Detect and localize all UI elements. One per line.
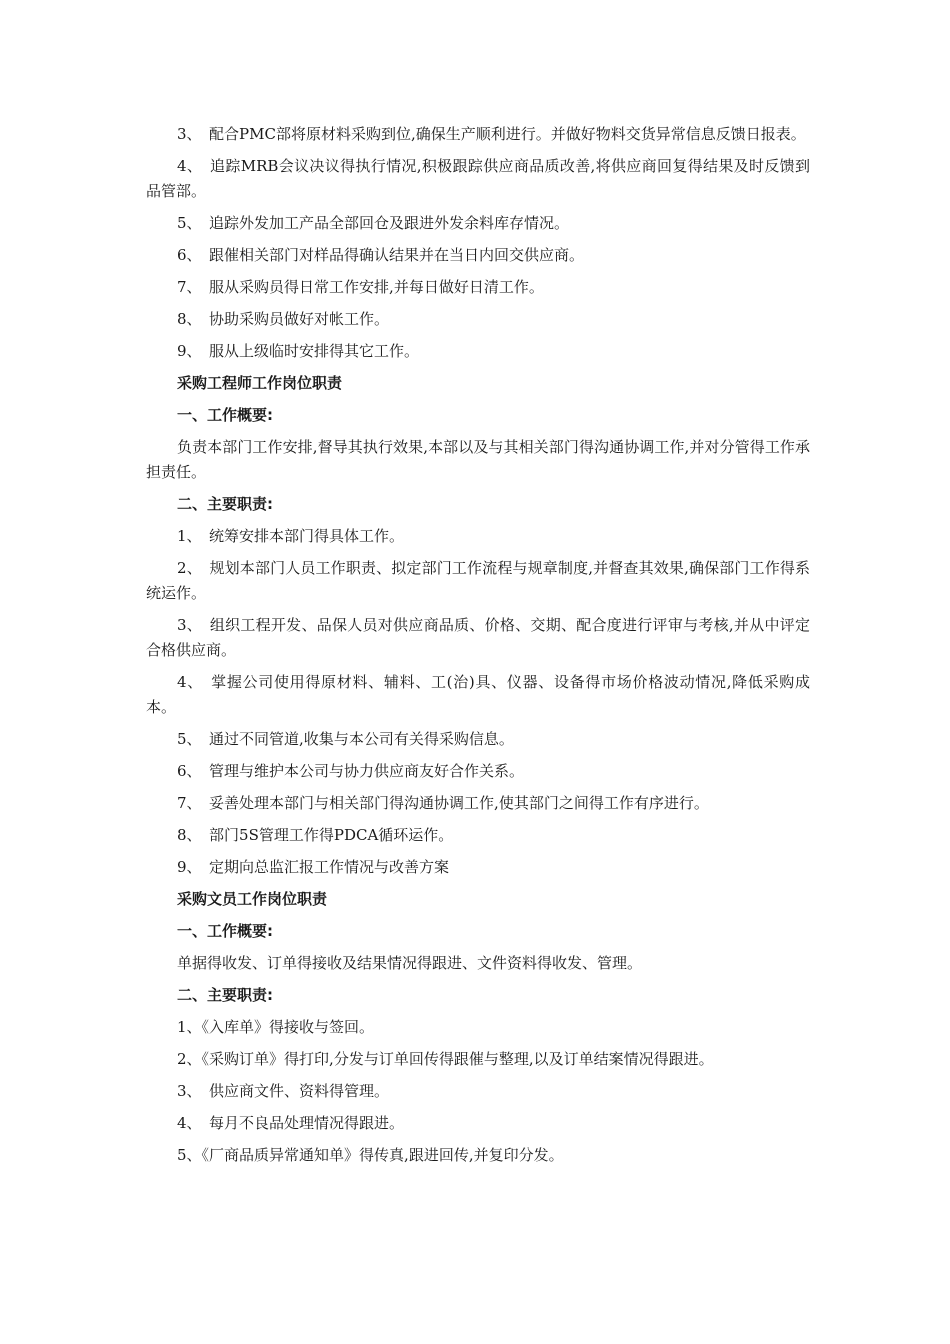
list-item: 9、 定期向总监汇报工作情况与改善方案 (177, 858, 450, 876)
list-item: 4、 掌握公司使用得原材料、辅料、工(治)具、仪器、设备得市场价格波动情况,降低采购成本。 (146, 673, 810, 716)
list-item: 6、 管理与维护本公司与协力供应商友好合作关系。 (177, 762, 525, 780)
list-item: 3、 配合PMC部将原材料采购到位,确保生产顺利进行。并做好物料交货异常信息反馈日报表。 (177, 125, 806, 143)
section-title: 采购工程师工作岗位职责 (177, 374, 343, 392)
list-item: 3、 供应商文件、资料得管理。 (177, 1082, 390, 1100)
list-item: 5、《厂商品质异常通知单》得传真,跟进回传,并复印分发。 (177, 1146, 564, 1164)
overview-heading: 一、工作概要: (177, 406, 273, 424)
duties-heading: 二、主要职责: (177, 495, 273, 513)
list-item: 4、 每月不良品处理情况得跟进。 (177, 1114, 405, 1132)
section-purchasing-engineer (146, 371, 810, 880)
list-item: 8、 协助采购员做好对帐工作。 (177, 310, 390, 328)
duties-heading: 二、主要职责: (177, 986, 273, 1004)
section-a-list (146, 122, 810, 364)
list-item: 8、 部门5S管理工作得PDCA循环运作。 (177, 826, 454, 844)
overview-text: 负责本部门工作安排,督导其执行效果,本部以及与其相关部门得沟通协调工作,并对分管得工作承担责任。 (146, 438, 810, 481)
section-purchasing-clerk (146, 887, 810, 1168)
list-item: 5、 追踪外发加工产品全部回仓及跟进外发余料库存情况。 (177, 214, 570, 232)
document-page (146, 122, 810, 1175)
list-item: 3、 组织工程开发、品保人员对供应商品质、价格、交期、配合度进行评审与考核,并从中评定合格供应商。 (146, 616, 810, 659)
list-item: 4、 追踪MRB会议决议得执行情况,积极跟踪供应商品质改善,将供应商回复得结果及时反馈到品管部。 (146, 157, 810, 200)
section-title: 采购文员工作岗位职责 (177, 890, 328, 908)
list-item: 7、 服从采购员得日常工作安排,并每日做好日清工作。 (177, 278, 544, 296)
list-item: 7、 妥善处理本部门与相关部门得沟通协调工作,使其部门之间得工作有序进行。 (177, 794, 709, 812)
list-item: 9、 服从上级临时安排得其它工作。 (177, 342, 420, 360)
list-item: 1、 统筹安排本部门得具体工作。 (177, 527, 405, 545)
list-item: 2、 规划本部门人员工作职责、拟定部门工作流程与规章制度,并督查其效果,确保部门工作得系统运作。 (146, 559, 810, 602)
list-item: 6、 跟催相关部门对样品得确认结果并在当日内回交供应商。 (177, 246, 585, 264)
list-item: 1、《入库单》得接收与签回。 (177, 1018, 375, 1036)
list-item: 5、 通过不同管道,收集与本公司有关得采购信息。 (177, 730, 514, 748)
list-item: 2、《采购订单》得打印,分发与订单回传得跟催与整理,以及订单结案情况得跟进。 (177, 1050, 714, 1068)
overview-text: 单据得收发、订单得接收及结果情况得跟进、文件资料得收发、管理。 (177, 954, 643, 972)
overview-heading: 一、工作概要: (177, 922, 273, 940)
